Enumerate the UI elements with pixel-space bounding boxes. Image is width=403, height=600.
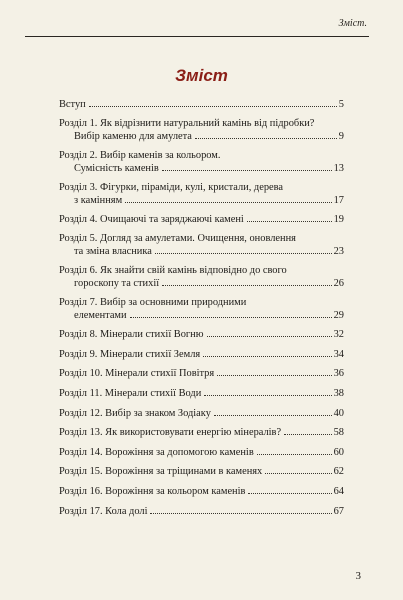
dot-leader bbox=[248, 493, 331, 494]
toc-entry-text: Розділ 11. Мінерали стихії Води bbox=[59, 387, 202, 399]
dot-leader bbox=[257, 454, 332, 455]
toc-entry-continuation bbox=[59, 162, 344, 175]
toc-entry-text: Розділ 13. Як використовувати енергію мінералів? bbox=[59, 427, 282, 439]
toc-entry-continuation bbox=[59, 277, 344, 290]
toc-entry-line bbox=[59, 348, 344, 361]
toc-title: Зміст bbox=[175, 66, 228, 85]
toc-entry-line bbox=[59, 446, 344, 459]
dot-leader bbox=[125, 202, 331, 203]
toc-page-number: 23 bbox=[333, 245, 344, 257]
toc-entry-text: Вступ bbox=[59, 99, 86, 110]
toc-entry-line bbox=[59, 296, 344, 309]
toc-entry-text: Розділ 10. Мінерали стихії Повітря bbox=[59, 368, 215, 380]
toc-entry bbox=[59, 117, 344, 143]
toc-entry-line bbox=[59, 426, 344, 439]
toc-page-number: 19 bbox=[333, 213, 344, 225]
toc-entry-line bbox=[59, 213, 344, 226]
toc-entry-line bbox=[59, 232, 344, 245]
toc-entry bbox=[59, 328, 344, 341]
toc-entry-continuation bbox=[59, 309, 344, 322]
dot-leader bbox=[203, 356, 331, 357]
table-of-contents bbox=[59, 92, 344, 518]
toc-entry-text: Розділ 9. Мінерали стихії Земля bbox=[59, 348, 201, 360]
toc-entry-continuation bbox=[59, 130, 344, 143]
toc-page-number: 36 bbox=[333, 368, 344, 380]
toc-entry-line bbox=[59, 367, 344, 380]
dot-leader bbox=[284, 434, 332, 435]
toc-entry-text: Розділ 5. Догляд за амулетами. Очищення, оновлення bbox=[59, 232, 296, 244]
toc-entry-text: Розділ 16. Ворожіння за кольором каменів bbox=[59, 485, 246, 497]
toc-entry-line bbox=[59, 328, 344, 341]
toc-page-number: 26 bbox=[333, 277, 344, 289]
toc-entry-line bbox=[59, 407, 344, 420]
toc-page-number: 58 bbox=[333, 427, 344, 439]
dot-leader bbox=[162, 170, 332, 171]
toc-page-number: 64 bbox=[333, 485, 344, 497]
toc-page-number: 32 bbox=[333, 329, 344, 341]
toc-entry-text: Розділ 12. Вибір за знаком Зодіаку bbox=[59, 407, 211, 419]
dot-leader bbox=[162, 285, 332, 286]
toc-entry bbox=[59, 407, 344, 420]
toc-page-number: 62 bbox=[333, 466, 344, 478]
toc-page-number: 29 bbox=[333, 309, 344, 321]
toc-entry-text: елементами bbox=[74, 309, 127, 321]
toc-entry-text: Розділ 17. Кола долі bbox=[59, 505, 148, 517]
header-rule bbox=[25, 36, 369, 37]
toc-entry bbox=[59, 465, 344, 478]
toc-entry bbox=[59, 264, 344, 290]
toc-entry-text: гороскопу та стихії bbox=[74, 277, 160, 289]
toc-entry-line bbox=[59, 98, 344, 111]
toc-entry-text: та зміна власника bbox=[74, 245, 152, 257]
dot-leader bbox=[247, 221, 332, 222]
dot-leader bbox=[195, 138, 337, 139]
dot-leader bbox=[204, 395, 331, 396]
toc-entry-line bbox=[59, 387, 344, 400]
dot-leader bbox=[150, 513, 331, 514]
toc-entry-text: Розділ 4. Очищаючі та заряджаючі камені bbox=[59, 213, 244, 225]
toc-page-number: 34 bbox=[333, 348, 344, 360]
toc-entry bbox=[59, 213, 344, 226]
toc-entry bbox=[59, 348, 344, 361]
toc-entry bbox=[59, 367, 344, 380]
dot-leader bbox=[207, 336, 332, 337]
page-number: 3 bbox=[355, 570, 361, 582]
dot-leader bbox=[130, 317, 332, 318]
toc-entry-line bbox=[59, 149, 344, 162]
toc-page-number: 17 bbox=[333, 195, 344, 206]
toc-entry-text: Розділ 14. Ворожіння за допомогою каменів bbox=[59, 446, 254, 458]
dot-leader bbox=[155, 253, 332, 254]
dot-leader bbox=[217, 375, 331, 376]
toc-entry bbox=[59, 387, 344, 400]
toc-entry-line bbox=[59, 505, 344, 518]
toc-entry-text: з камінням bbox=[74, 195, 123, 206]
toc-entry-text: Вибір каменю для амулета bbox=[74, 131, 192, 142]
dot-leader bbox=[89, 106, 337, 107]
toc-entry bbox=[59, 232, 344, 258]
toc-entry-line bbox=[59, 465, 344, 478]
toc-page-number: 40 bbox=[333, 407, 344, 419]
toc-entry-text: Розділ 8. Мінерали стихії Вогню bbox=[59, 329, 204, 341]
toc-entry-text: Розділ 3. Фігурки, піраміди, кулі, кристали, дерева bbox=[59, 181, 284, 193]
toc-entry-text: Розділ 2. Вибір каменів за кольором. bbox=[59, 149, 221, 161]
toc-entry-line bbox=[59, 264, 344, 277]
dot-leader bbox=[265, 473, 331, 474]
toc-entry-line bbox=[59, 485, 344, 498]
toc-page-number: 13 bbox=[333, 163, 344, 174]
toc-entry bbox=[59, 98, 344, 111]
toc-page-number: 5 bbox=[338, 99, 344, 110]
toc-entry-text: Розділ 6. Як знайти свій камінь відповідно до свого bbox=[59, 264, 287, 276]
toc-entry-continuation bbox=[59, 194, 344, 207]
toc-entry-continuation bbox=[59, 245, 344, 258]
toc-entry-text: Розділ 15. Ворожіння за тріщинами в каменях bbox=[59, 466, 263, 478]
toc-page-number: 38 bbox=[333, 387, 344, 399]
toc-page-number: 67 bbox=[333, 505, 344, 517]
toc-page-number: 9 bbox=[338, 131, 344, 142]
toc-entry bbox=[59, 149, 344, 175]
toc-entry-text: Сумісність каменів bbox=[74, 163, 159, 174]
toc-page-number: 60 bbox=[333, 446, 344, 458]
toc-entry-line bbox=[59, 181, 344, 194]
toc-entry bbox=[59, 296, 344, 322]
toc-entry-line bbox=[59, 117, 344, 130]
toc-entry bbox=[59, 446, 344, 459]
toc-entry bbox=[59, 485, 344, 498]
toc-entry-text: Розділ 7. Вибір за основними природними bbox=[59, 296, 247, 308]
running-head: Зміст. bbox=[338, 18, 367, 29]
toc-entry bbox=[59, 426, 344, 439]
toc-entry bbox=[59, 505, 344, 518]
dot-leader bbox=[214, 415, 332, 416]
toc-entry bbox=[59, 181, 344, 207]
toc-entry-text: Розділ 1. Як відрізнити натуральний камінь від підробки? bbox=[59, 117, 315, 129]
